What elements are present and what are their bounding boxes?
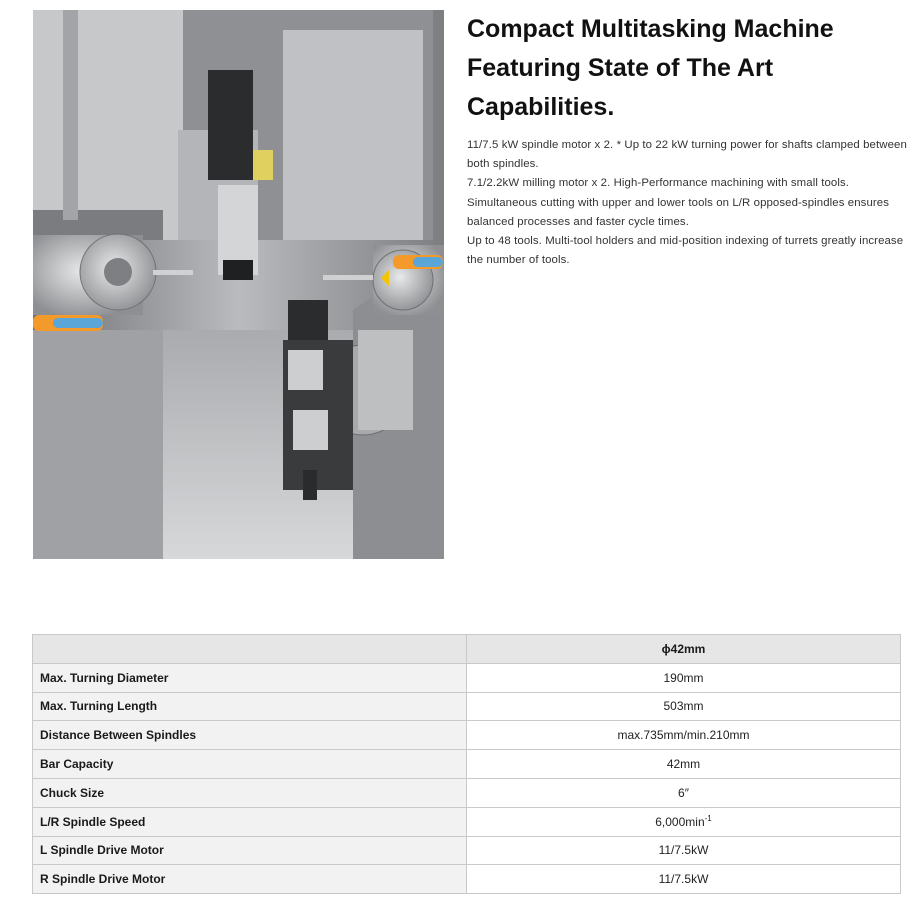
spec-label: L/R Spindle Speed (33, 807, 467, 836)
spec-label: Chuck Size (33, 778, 467, 807)
description-paragraph: Simultaneous cutting with upper and lower tools on L/R opposed-spindles ensures balanced processes and faster cycle times. (467, 196, 890, 228)
spec-label: L Spindle Drive Motor (33, 836, 467, 865)
feature-description (467, 136, 907, 270)
spec-value-cell (467, 807, 901, 836)
description-paragraph: 11/7.5 kW spindle motor x 2. * Up to 22 kW turning power for shafts clamped between both spindles. (467, 139, 907, 171)
page-title (467, 10, 887, 127)
spec-label: Max. Turning Diameter (33, 663, 467, 692)
table-row (33, 750, 901, 779)
header-label-cell (33, 635, 467, 664)
spec-value: 6,000min (655, 815, 705, 830)
title-line-2: Featuring State of The Art (467, 54, 774, 82)
spec-value: 42mm (467, 750, 901, 779)
table-row (33, 663, 901, 692)
table-row (33, 721, 901, 750)
table-row (33, 836, 901, 865)
table-row (33, 865, 901, 894)
machine-interior-photo (33, 10, 444, 559)
title-line-3: Capabilities. (467, 93, 615, 121)
table-header-row (33, 635, 901, 664)
specifications-table (32, 634, 901, 894)
spec-value: 11/7.5kW (467, 865, 901, 894)
header-value-cell: ϕ42mm (467, 635, 901, 664)
description-paragraph: Up to 48 tools. Multi-tool holders and mid-position indexing of turrets greatly increase the number of tools. (467, 235, 904, 267)
description-paragraph: 7.1/2.2kW milling motor x 2. High-Performance machining with small tools. (467, 177, 850, 190)
spec-value: 503mm (467, 692, 901, 721)
spec-value: max.735mm/min.210mm (467, 721, 901, 750)
spec-value: 6″ (467, 778, 901, 807)
spec-value: 11/7.5kW (467, 836, 901, 865)
spec-label: Max. Turning Length (33, 692, 467, 721)
spec-value: 190mm (467, 663, 901, 692)
spec-label: Bar Capacity (33, 750, 467, 779)
table-row (33, 692, 901, 721)
table-row (33, 807, 901, 836)
table-row (33, 778, 901, 807)
title-line-1: Compact Multitasking Machine (467, 15, 834, 43)
spec-value-superscript: -1 (704, 814, 712, 824)
spec-label: R Spindle Drive Motor (33, 865, 467, 894)
spec-label: Distance Between Spindles (33, 721, 467, 750)
